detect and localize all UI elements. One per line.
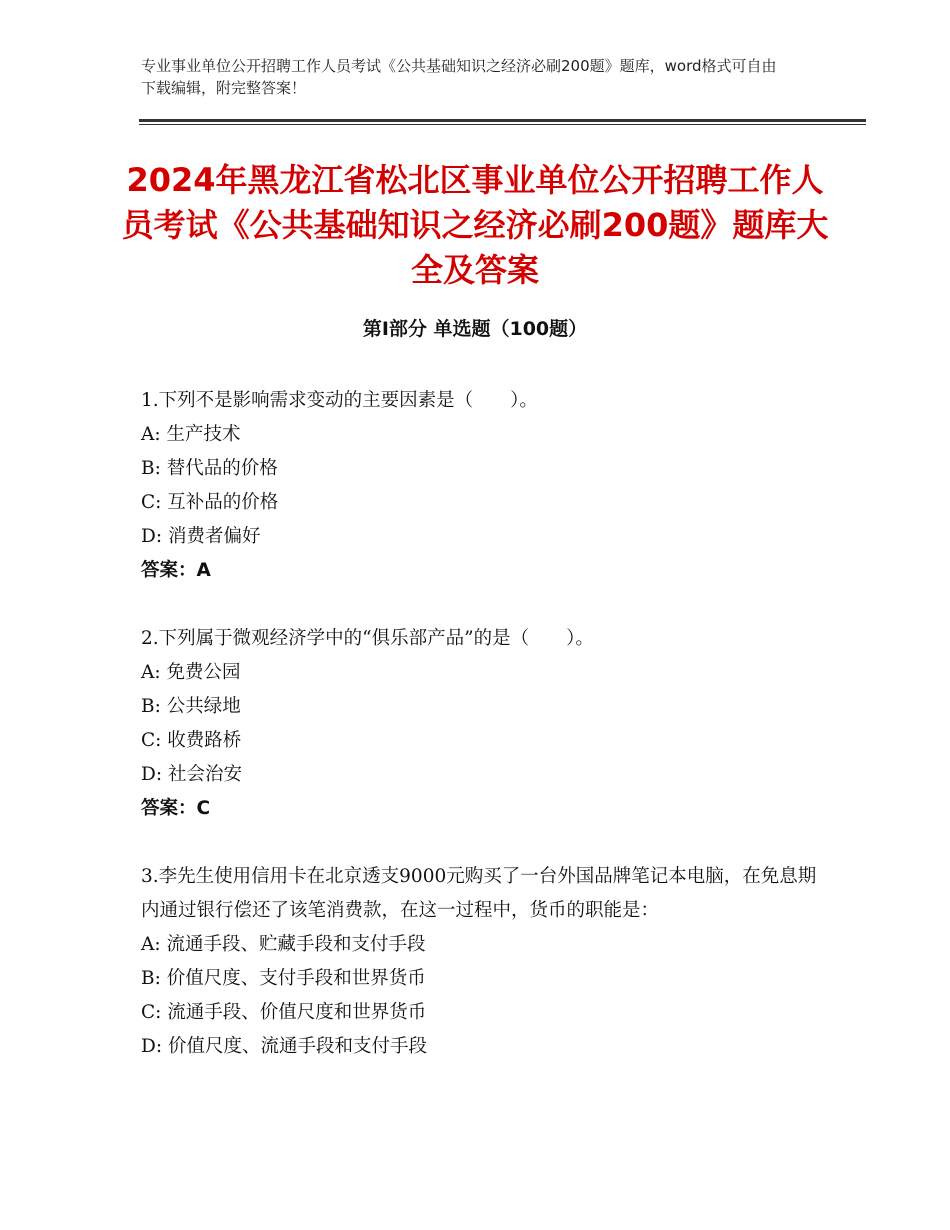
option-d: D: 社会治安 <box>141 764 242 785</box>
question-2 <box>141 622 821 826</box>
option-a: A: 免费公园 <box>141 662 241 683</box>
header-rule-thin <box>139 124 866 125</box>
option-c: C: 流通手段、价值尺度和世界货币 <box>141 1002 427 1023</box>
option-d: D: 消费者偏好 <box>141 526 261 547</box>
question-3 <box>141 860 821 1064</box>
option-a: A: 流通手段、贮藏手段和支付手段 <box>141 934 426 955</box>
option-a: A: 生产技术 <box>141 424 241 445</box>
option-b: B: 价值尺度、支付手段和世界货币 <box>141 968 426 989</box>
question-stem: 3.李先生使用信用卡在北京透支9000元购买了一台外国品牌笔记本电脑，在免息期内通过银行偿还了该笔消费款，在这一过程中，货币的职能是： <box>141 866 817 921</box>
question-stem: 2.下列属于微观经济学中的“俱乐部产品”的是（ ）。 <box>141 628 594 649</box>
option-c: C: 收费路桥 <box>141 730 242 751</box>
option-c: C: 互补品的价格 <box>141 492 279 513</box>
question-list <box>141 384 821 1098</box>
section-heading: 第Ⅰ部分 单选题（100题） <box>362 318 588 340</box>
header-rule-thick <box>139 119 866 122</box>
header-note: 专业事业单位公开招聘工作人员考试《公共基础知识之经济必刷200题》题库，word格式可自由下载编辑，附完整答案！ <box>141 57 777 97</box>
answer: 答案：A <box>141 560 211 581</box>
question-1 <box>141 384 821 588</box>
option-b: B: 公共绿地 <box>141 696 241 717</box>
option-d: D: 价值尺度、流通手段和支付手段 <box>141 1036 427 1057</box>
option-b: B: 替代品的价格 <box>141 458 278 479</box>
question-stem: 1.下列不是影响需求变动的主要因素是（ ）。 <box>141 390 538 411</box>
document-title: 2024年黑龙江省松北区事业单位公开招聘工作人员考试《公共基础知识之经济必刷200题》题库大全及答案 <box>121 161 829 289</box>
answer: 答案：C <box>141 798 211 819</box>
